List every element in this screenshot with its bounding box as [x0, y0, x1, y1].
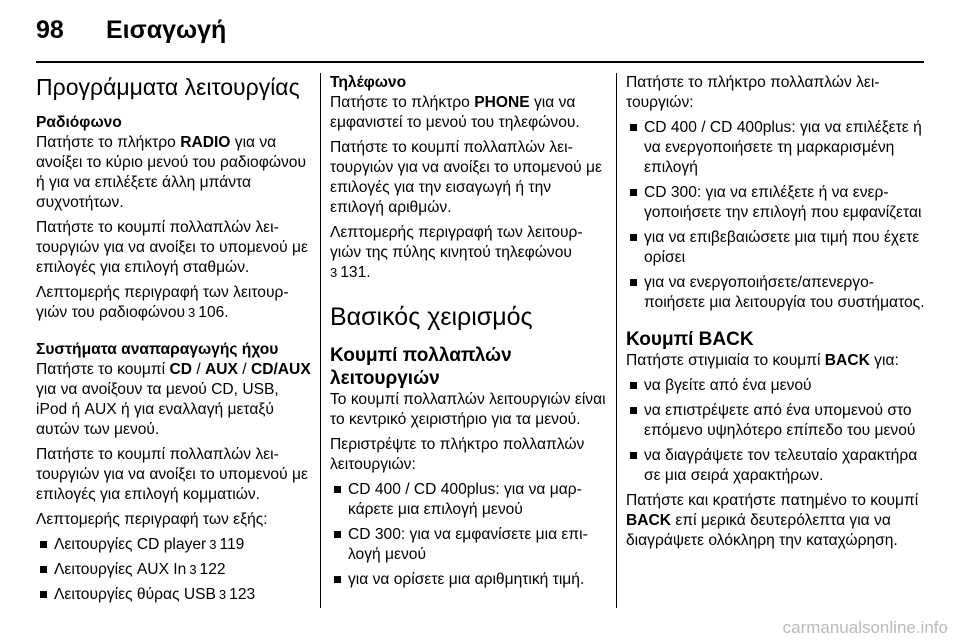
phone-paragraph-3: Λεπτομερής περιγραφή των λειτουργιών της πύλης κινητού τηλεφώνου 3 131.	[330, 224, 583, 281]
list-item: Λειτουργίες θύρας USB 3 123	[36, 585, 312, 605]
list-item: να διαγράψετε τον τελευταίο χαρακτήρα σε μια σειρά χαρακτήρων.	[626, 446, 926, 486]
page-ref: 106.	[198, 304, 229, 321]
page-ref-icon: 3	[189, 562, 197, 577]
page-number: 98	[36, 16, 64, 44]
knob-press-paragraph: Πατήστε το πλήκτρο πολλαπλών λειτουργιών:	[626, 74, 880, 111]
audio-paragraph-1: Πατήστε το κουμπί CD / AUX / CD/AUX για να ανοίξουν τα μενού CD, USB, iPod ή AUX ή για εναλλαγή μεταξύ αυτών των μενού.	[36, 361, 311, 438]
phone-heading: Τηλέφωνο	[330, 74, 407, 91]
radio-key: RADIO	[180, 134, 231, 151]
knob-paragraph-1: Το κουμπί πολλαπλών λειτουργιών είναι το κεντρικό χειριστήριο για τα μενού.	[330, 391, 606, 428]
radio-paragraph-2: Πατήστε το κουμπί πολλαπλών λειτουργιών για να ανοίξει το υπομενού με επιλογές για επιλογή σταθμών.	[36, 219, 308, 276]
back-button-title: Κουμπί BACK	[626, 329, 754, 350]
back-key: BACK	[824, 352, 870, 369]
phone-key: PHONE	[474, 94, 530, 111]
basic-operation-title: Βασικός χειρισμός	[330, 303, 533, 331]
radio-heading: Ραδιόφωνο	[36, 114, 122, 131]
back-paragraph-2: Πατήστε και κρατήστε πατημένο το κουμπί BACK επί μερικά δευτερόλεπτα για να διαγράψετε ολόκληρη την καταχώρηση.	[626, 492, 919, 549]
audio-heading: Συστήματα αναπαραγωγής ήχου	[36, 341, 279, 358]
page-ref-icon: 3	[330, 265, 338, 280]
column-1	[36, 73, 312, 610]
header-rule	[36, 61, 924, 63]
list-item: Λειτουργίες AUX In 3 122	[36, 560, 312, 580]
multifunction-knob-title: Κουμπί πολλαπλών λειτουργιών	[330, 345, 512, 389]
page-ref: 131.	[340, 264, 371, 281]
back-list	[626, 376, 926, 486]
radio-paragraph-3: Λεπτομερής περιγραφή των λειτουργιών του ραδιοφώνου 3 106.	[36, 284, 289, 321]
list-item: CD 300: για να εμφανίσετε μια επιλογή μενού	[330, 525, 608, 565]
page-title: Εισαγωγή	[106, 16, 227, 44]
radio-paragraph-1: Πατήστε το πλήκτρο RADIO για να ανοίξει το κύριο μενού του ραδιοφώνου ή για να επιλέξετε άλλη μπάντα συχνοτήτων.	[36, 134, 307, 211]
section-title-operating-modes: Προγράμματα λειτουργίας	[36, 74, 300, 100]
list-item: CD 400 / CD 400plus: για να επιλέξετε ή να ενεργοποιήσετε τη μαρκαρισμένη επιλογή	[626, 118, 926, 178]
knob-turn-list	[330, 480, 608, 590]
knob-paragraph-2: Περιστρέψτε το πλήκτρο πολλαπλών λειτουργιών:	[330, 436, 585, 473]
page-ref-icon: 3	[209, 537, 217, 552]
list-item: για να επιβεβαιώσετε μια τιμή που έχετε ορίσει	[626, 228, 926, 268]
back-key: BACK	[626, 512, 672, 529]
list-item: CD 300: για να επιλέξετε ή να ενεργοποιήσετε την επιλογή που εμφανίζεται	[626, 183, 926, 223]
column-3	[626, 73, 926, 556]
audio-paragraph-2: Πατήστε το κουμπί πολλαπλών λειτουργιών για να ανοίξει το υπομενού με επιλογές για επιλογή κομματιών.	[36, 446, 308, 503]
audio-list	[36, 535, 312, 605]
list-item: Λειτουργίες CD player 3 119	[36, 535, 312, 555]
page-header	[36, 16, 226, 56]
list-item: CD 400 / CD 400plus: για να μαρκάρετε μια επιλογή μενού	[330, 480, 608, 520]
list-item: για να ορίσετε μια αριθμητική τιμή.	[330, 570, 608, 590]
column-divider	[616, 73, 617, 608]
knob-press-list	[626, 118, 926, 313]
back-paragraph-1: Πατήστε στιγμιαία το κουμπί BACK για:	[626, 352, 899, 369]
list-item: για να ενεργοποιήσετε/απενεργοποιήσετε μια λειτουργία του συστήματος.	[626, 273, 926, 313]
watermark: carmanualsonline.info	[782, 618, 948, 637]
page-ref-icon: 3	[188, 305, 196, 320]
column-2	[330, 73, 608, 595]
audio-paragraph-3: Λεπτομερής περιγραφή των εξής:	[36, 511, 268, 528]
list-item: να επιστρέψετε από ένα υπομενού στο επόμενο υψηλότερο επίπεδο του μενού	[626, 401, 926, 441]
phone-paragraph-2: Πατήστε το κουμπί πολλαπλών λειτουργιών για να ανοίξει το υπομενού με επιλογές για την εισαγωγή ή την επιλογή αριθμών.	[330, 139, 602, 216]
list-item: να βγείτε από ένα μενού	[626, 376, 926, 396]
phone-paragraph-1: Πατήστε το πλήκτρο PHONE για να εμφανιστεί το μενού του τηλεφώνου.	[330, 94, 580, 131]
page-ref-icon: 3	[218, 587, 227, 602]
column-divider	[320, 73, 321, 608]
